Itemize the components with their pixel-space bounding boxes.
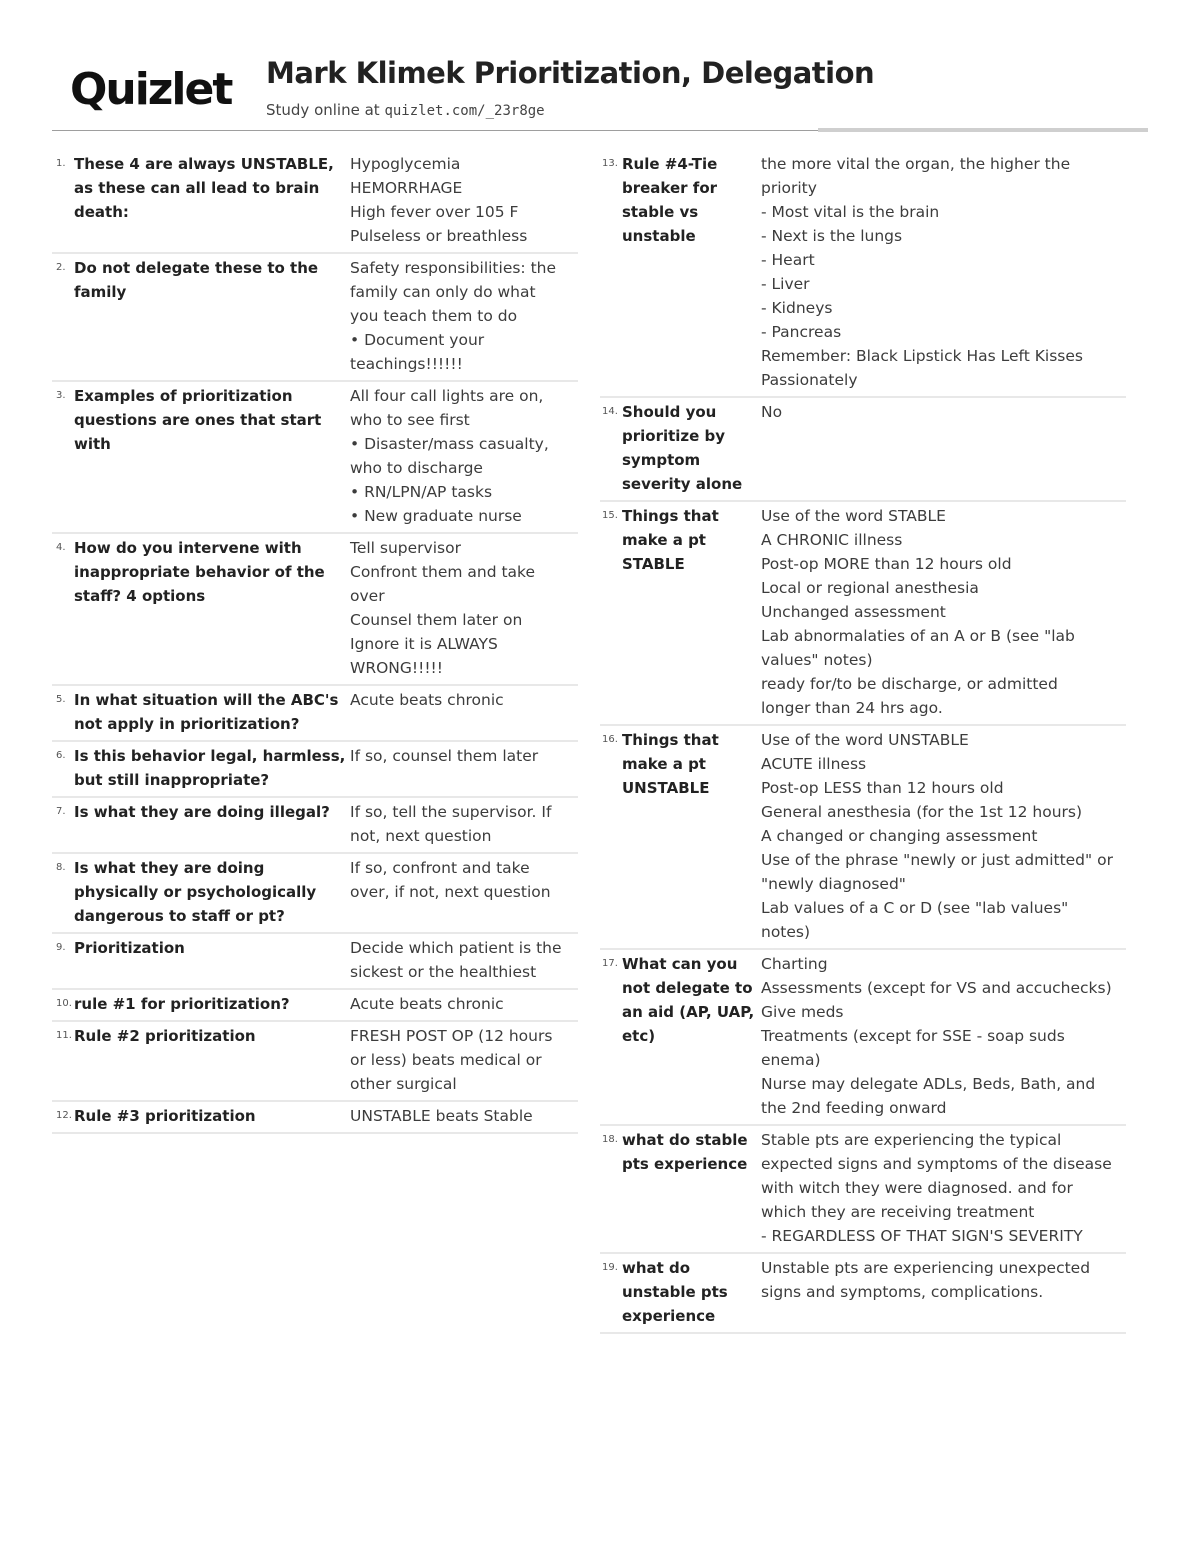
card-definition	[350, 1104, 578, 1128]
quizlet-logo: Quizlet	[70, 64, 232, 115]
card-term: what do stable pts experience	[622, 1131, 748, 1173]
definition-line: who to discharge	[350, 459, 483, 477]
card-number: 9.	[56, 942, 66, 953]
flashcard-row	[52, 854, 578, 934]
page-title: Mark Klimek Prioritization, Delegation	[266, 56, 875, 90]
definition-line: Stable pts are experiencing the typical	[761, 1131, 1062, 1149]
card-definition	[761, 1128, 1126, 1248]
flashcard-row	[600, 1126, 1126, 1254]
definition-line: Confront them and take	[350, 563, 536, 581]
definition-line: Local or regional anesthesia	[761, 579, 979, 597]
card-term: Is what they are doing physically or psychologically dangerous to staff or pt?	[74, 859, 317, 925]
definition-line: General anesthesia (for the 1st 12 hours)	[761, 803, 1083, 821]
definition-line: enema)	[761, 1051, 821, 1069]
card-definition	[350, 256, 578, 376]
card-definition	[350, 800, 578, 848]
definition-line: A CHRONIC illness	[761, 531, 903, 549]
card-term: Prioritization	[74, 939, 185, 957]
definition-line: Give meds	[761, 1003, 844, 1021]
definition-line: Acute beats chronic	[350, 691, 504, 709]
definition-line: - Liver	[761, 275, 810, 293]
definition-line: Counsel them later on	[350, 611, 523, 629]
card-definition	[350, 744, 578, 792]
definition-line: Pulseless or breathless	[350, 227, 528, 245]
definition-line: who to see first	[350, 411, 470, 429]
card-definition	[350, 688, 578, 736]
definition-line: High fever over 105 F	[350, 203, 519, 221]
flashcard-row	[52, 382, 578, 534]
card-number: 14.	[602, 406, 618, 417]
card-number: 1.	[56, 158, 66, 169]
left-card-column	[52, 150, 578, 1134]
header-divider	[52, 130, 818, 131]
card-number: 12.	[56, 1110, 72, 1121]
flashcard-row	[52, 254, 578, 382]
definition-line: - Kidneys	[761, 299, 833, 317]
definition-line: family can only do what	[350, 283, 536, 301]
definition-line: ready for/to be discharge, or admitted	[761, 675, 1058, 693]
card-definition	[350, 992, 578, 1016]
definition-line: - Most vital is the brain	[761, 203, 940, 221]
definition-line: sickest or the healthiest	[350, 963, 537, 981]
definition-line: the 2nd feeding onward	[761, 1099, 947, 1117]
flashcard-row	[52, 934, 578, 990]
definition-line: signs and symptoms, complications.	[761, 1283, 1044, 1301]
definition-line: Acute beats chronic	[350, 995, 504, 1013]
definition-line: • New graduate nurse	[350, 507, 522, 525]
flashcard-row	[52, 1022, 578, 1102]
card-term: These 4 are always UNSTABLE, as these can all lead to brain death:	[74, 155, 334, 221]
definition-line: No	[761, 403, 783, 421]
definition-line: - Pancreas	[761, 323, 842, 341]
definition-line: Post-op MORE than 12 hours old	[761, 555, 1012, 573]
flashcard-row	[52, 1102, 578, 1134]
definition-line: Charting	[761, 955, 828, 973]
definition-line: over, if not, next question	[350, 883, 551, 901]
definition-line: teachings!!!!!!	[350, 355, 463, 373]
definition-line: A changed or changing assessment	[761, 827, 1038, 845]
card-term: Is this behavior legal, harmless, but still inappropriate?	[74, 747, 346, 789]
definition-line: priority	[761, 179, 817, 197]
card-definition	[350, 536, 578, 680]
definition-line: - Heart	[761, 251, 815, 269]
card-definition	[761, 952, 1126, 1120]
card-definition	[761, 504, 1126, 720]
card-number: 11.	[56, 1030, 72, 1041]
card-number: 8.	[56, 862, 66, 873]
definition-line: Tell supervisor	[350, 539, 461, 557]
card-number: 18.	[602, 1134, 618, 1145]
definition-line: - Next is the lungs	[761, 227, 903, 245]
card-definition	[761, 1256, 1126, 1328]
card-definition	[761, 728, 1126, 944]
definition-line: which they are receiving treatment	[761, 1203, 1035, 1221]
flashcard-row	[600, 398, 1126, 502]
definition-line: • Disaster/mass casualty,	[350, 435, 549, 453]
card-term: Is what they are doing illegal?	[74, 803, 330, 821]
card-definition	[761, 400, 1126, 496]
definition-line: Unstable pts are experiencing unexpected	[761, 1259, 1091, 1277]
card-number: 3.	[56, 390, 66, 401]
definition-line: notes)	[761, 923, 811, 941]
card-number: 16.	[602, 734, 618, 745]
flashcard-row	[52, 150, 578, 254]
definition-line: Lab values of a C or D (see "lab values"	[761, 899, 1069, 917]
definition-line: Post-op LESS than 12 hours old	[761, 779, 1004, 797]
flashcard-row	[600, 726, 1126, 950]
card-number: 15.	[602, 510, 618, 521]
card-number: 13.	[602, 158, 618, 169]
definition-line: Use of the phrase "newly or just admitted" or	[761, 851, 1113, 869]
card-term: Things that make a pt STABLE	[622, 507, 719, 573]
card-term: How do you intervene with inappropriate behavior of the staff? 4 options	[74, 539, 325, 605]
definition-line: with witch they were diagnosed. and for	[761, 1179, 1073, 1197]
definition-line: Ignore it is ALWAYS	[350, 635, 498, 653]
card-number: 7.	[56, 806, 66, 817]
definition-line: If so, confront and take	[350, 859, 530, 877]
card-term: Do not delegate these to the family	[74, 259, 319, 301]
definition-line: you teach them to do	[350, 307, 518, 325]
card-term: Examples of prioritization questions are ones that start with	[74, 387, 322, 453]
definition-line: Use of the word UNSTABLE	[761, 731, 969, 749]
card-term: Rule #2 prioritization	[74, 1027, 256, 1045]
definition-line: ACUTE illness	[761, 755, 867, 773]
flashcard-row	[600, 1254, 1126, 1334]
card-term: what do unstable pts experience	[622, 1259, 728, 1325]
definition-line: If so, tell the supervisor. If	[350, 803, 552, 821]
definition-line: the more vital the organ, the higher the	[761, 155, 1071, 173]
card-definition	[350, 152, 578, 248]
definition-line: Nurse may delegate ADLs, Beds, Bath, and	[761, 1075, 1096, 1093]
card-definition	[350, 384, 578, 528]
definition-line: - REGARDLESS OF THAT SIGN'S SEVERITY	[761, 1227, 1083, 1245]
definition-line: expected signs and symptoms of the disease	[761, 1155, 1112, 1173]
definition-line: or less) beats medical or	[350, 1051, 542, 1069]
definition-line: Hypoglycemia	[350, 155, 461, 173]
definition-line: HEMORRHAGE	[350, 179, 463, 197]
card-term: Should you prioritize by symptom severity alone	[622, 403, 743, 493]
definition-line: not, next question	[350, 827, 492, 845]
definition-line: Passionately	[761, 371, 858, 389]
definition-line: FRESH POST OP (12 hours	[350, 1027, 553, 1045]
flashcard-row	[600, 950, 1126, 1126]
flashcard-row	[52, 798, 578, 854]
definition-line: "newly diagnosed"	[761, 875, 906, 893]
card-definition	[350, 936, 578, 984]
definition-line: Treatments (except for SSE - soap suds	[761, 1027, 1065, 1045]
card-number: 2.	[56, 262, 66, 273]
definition-line: Lab abnormalaties of an A or B (see "lab	[761, 627, 1075, 645]
definition-line: over	[350, 587, 385, 605]
definition-line: Assessments (except for VS and accuchecks)	[761, 979, 1112, 997]
study-prefix: Study online at	[266, 101, 385, 119]
card-term: Rule #3 prioritization	[74, 1107, 256, 1125]
card-number: 6.	[56, 750, 66, 761]
definition-line: Use of the word STABLE	[761, 507, 946, 525]
flashcard-row	[600, 150, 1126, 398]
right-card-column	[600, 150, 1126, 1334]
definition-line: longer than 24 hrs ago.	[761, 699, 943, 717]
card-number: 4.	[56, 542, 66, 553]
definition-line: WRONG!!!!!	[350, 659, 443, 677]
definition-line: values" notes)	[761, 651, 873, 669]
definition-line: If so, counsel them later	[350, 747, 539, 765]
study-online-line	[266, 101, 545, 119]
card-number: 10.	[56, 998, 72, 1009]
flashcard-row	[52, 742, 578, 798]
definition-line: Unchanged assessment	[761, 603, 946, 621]
card-number: 5.	[56, 694, 66, 705]
definition-line: Decide which patient is the	[350, 939, 562, 957]
flashcard-row	[600, 502, 1126, 726]
card-definition	[350, 856, 578, 928]
flashcard-row	[52, 686, 578, 742]
card-number: 17.	[602, 958, 618, 969]
card-number: 19.	[602, 1262, 618, 1273]
header-divider-accent	[818, 128, 1148, 132]
definition-line: other surgical	[350, 1075, 457, 1093]
definition-line: Remember: Black Lipstick Has Left Kisses	[761, 347, 1083, 365]
card-term: Things that make a pt UNSTABLE	[622, 731, 719, 797]
card-definition	[761, 152, 1126, 392]
card-term: In what situation will the ABC's not apply in prioritization?	[74, 691, 339, 733]
definition-line: Safety responsibilities: the	[350, 259, 557, 277]
card-term: What can you not delegate to an aid (AP, UAP, etc)	[622, 955, 755, 1045]
definition-line: UNSTABLE beats Stable	[350, 1107, 533, 1125]
flashcard-row	[52, 990, 578, 1022]
definition-line: All four call lights are on,	[350, 387, 544, 405]
card-term: rule #1 for prioritization?	[74, 995, 290, 1013]
study-url-link[interactable]: quizlet.com/_23r8ge	[384, 103, 545, 119]
card-definition	[350, 1024, 578, 1096]
definition-line: • Document your	[350, 331, 485, 349]
definition-line: • RN/LPN/AP tasks	[350, 483, 493, 501]
card-term: Rule #4-Tie breaker for stable vs unstable	[622, 155, 718, 245]
flashcard-row	[52, 534, 578, 686]
